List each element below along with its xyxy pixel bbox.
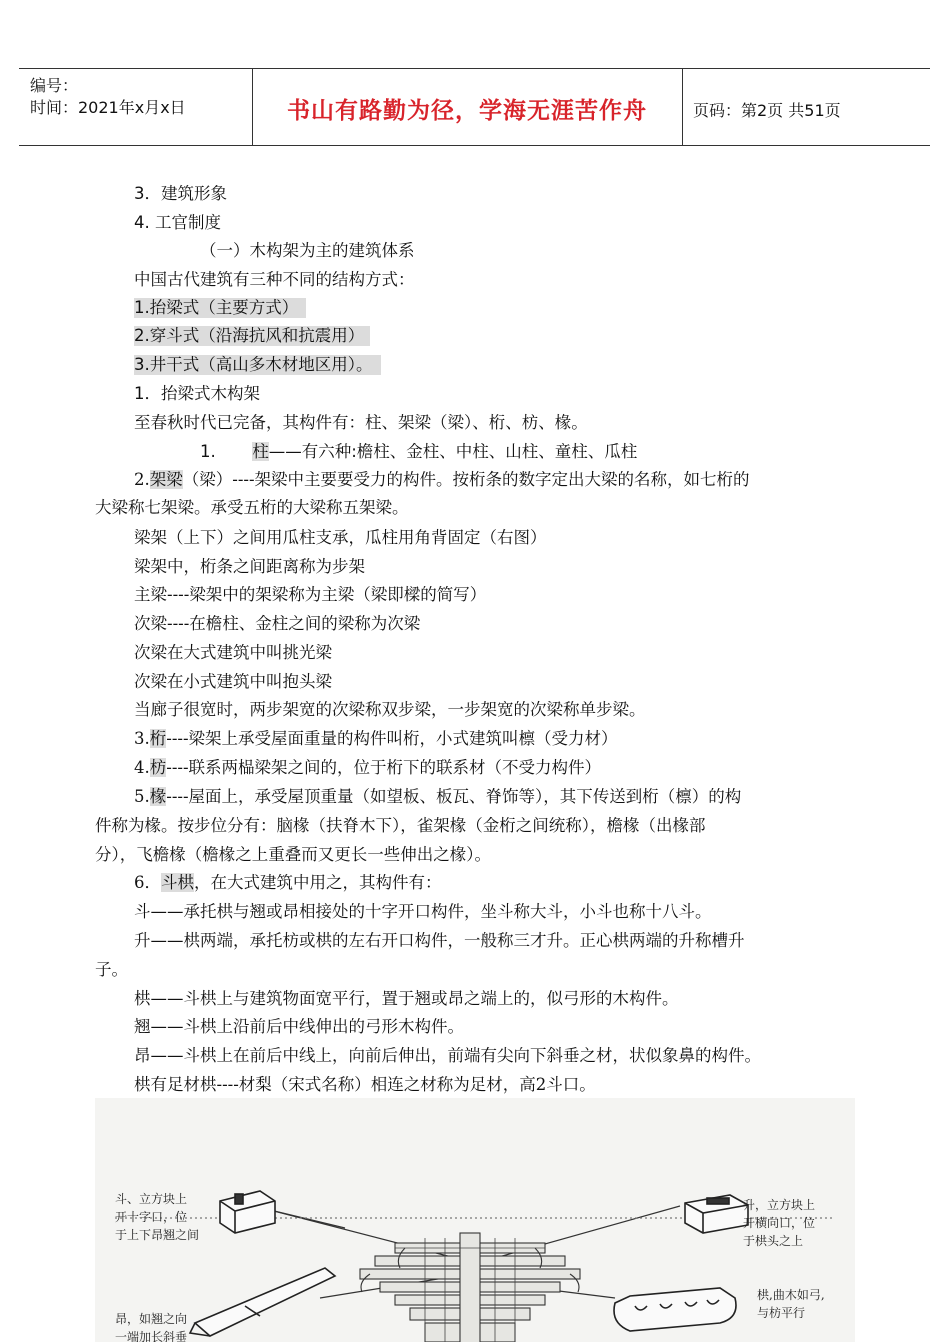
page-info: 页码：第2页 共51页 — [693, 101, 841, 120]
item-purlin-number: 3. — [134, 729, 150, 748]
def-ang: 昂——斗栱上在前后中线上，向前后伸出，前端有尖向下斜垂之材，状似象鼻的构件。 — [134, 1046, 761, 1065]
item-rafter-text: ----屋面上，承受屋顶重量（如望板、板瓦、脊饰等），其下传送到桁（檩）的构 — [166, 787, 742, 806]
para-main-beam: 主梁----梁架中的架梁称为主梁（梁即樑的简写） — [134, 585, 487, 604]
para-secondary-beam: 次梁----在檐柱、金柱之间的梁称为次梁 — [134, 614, 421, 633]
item-purlin — [134, 729, 618, 749]
doc-number-label: 编号： — [30, 76, 79, 95]
header-divider-right — [682, 68, 683, 145]
caption-ang-2: 一端加长斜垂 — [115, 1330, 188, 1342]
item-tie-beam-text: ----联系两榀梁架之间的，位于桁下的联系材（不受力构件） — [166, 758, 602, 777]
caption-sheng-2: 开横向口，位 — [743, 1216, 816, 1230]
para-tiaoguang: 次梁在大式建筑中叫挑光梁 — [134, 643, 332, 662]
term-beam: 架梁 — [149, 470, 183, 489]
caption-ang-1: 昂，如翘之向 — [115, 1312, 188, 1326]
item-tie-beam-number: 4. — [134, 758, 150, 777]
list-item-tailiang: 1.抬梁式（主要方式） — [134, 298, 306, 318]
term-purlin: 桁 — [149, 729, 167, 748]
def-dou: 斗——承托栱与翘或昂相接处的十字开口构件，坐斗称大斗，小斗也称十八斗。 — [134, 902, 712, 921]
term-rafter: 椽 — [149, 787, 167, 806]
term-tie-beam: 枋 — [149, 758, 167, 777]
caption-dou-2: 开十字口，位 — [115, 1210, 188, 1224]
def-sheng: 升——栱两端，承托枋或栱的左右开口构件，一般称三才升。正心栱两端的升称槽升 — [134, 931, 745, 950]
item-column — [200, 442, 637, 462]
item-dougong-text: ，在大式建筑中用之，其构件有： — [194, 873, 442, 892]
item-rafter-number: 5. — [134, 787, 150, 806]
para-three-structures: 中国古代建筑有三种不同的结构方式： — [134, 270, 415, 289]
caption-sheng-1: 升，立方块上 — [743, 1198, 816, 1212]
doc-time-label: 时间：2021年x月x日 — [30, 98, 186, 117]
caption-gong-1: 栱,曲木如弓, — [757, 1288, 825, 1302]
header-motto: 书山有路勤为径，学海无涯苦作舟 — [287, 98, 647, 124]
header-bottom-rule — [19, 145, 930, 146]
item-beam-cont: 大梁称七架梁。承受五桁的大梁称五架梁。 — [95, 498, 409, 517]
caption-gong-2: 与枋平行 — [757, 1306, 806, 1320]
term-column: 柱 — [252, 442, 269, 461]
dougong-illustration — [95, 1098, 855, 1342]
item-column-number: 1. — [200, 442, 216, 461]
caption-sheng-3: 于栱头之上 — [743, 1234, 804, 1248]
para-baotou: 次梁在小式建筑中叫抱头梁 — [134, 672, 332, 691]
term-dougong: 斗栱 — [161, 873, 194, 892]
item-rafter-cont-1: 件称为椽。按步位分有：脑椽（扶脊木下），雀架椽（金桁之间统称），檐椽（出椽部 — [95, 816, 706, 835]
para-melon-column: 梁架（上下）之间用瓜柱支承，瓜柱用角背固定（右图） — [134, 528, 547, 547]
item-beam-number: 2. — [134, 470, 150, 489]
list-item-jinggan: 3.井干式（高山多木材地区用）。 — [134, 355, 381, 375]
dougong-figure — [95, 1098, 855, 1342]
item-beam — [134, 470, 750, 490]
header-top-rule — [19, 68, 930, 69]
def-sheng-cont: 子。 — [95, 960, 128, 979]
item-purlin-text: ----梁架上承受屋面重量的构件叫桁，小式建筑叫檩（受力材） — [166, 729, 618, 748]
heading-official-system: 4. 工官制度 — [134, 213, 221, 232]
list-item-chuandou: 2.穿斗式（沿海抗风和抗震用） — [134, 326, 370, 346]
para-components: 至春秋时代已完备，其构件有：柱、架梁（梁）、桁、枋、椽。 — [134, 413, 588, 432]
item-tie-beam — [134, 758, 601, 778]
def-gong: 栱——斗栱上与建筑物面宽平行，置于翘或昂之端上的，似弓形的木构件。 — [134, 989, 679, 1008]
item-rafter — [134, 787, 741, 807]
heading-tailiang-frame: 1．抬梁式木构架 — [134, 384, 260, 403]
item-rafter-cont-2: 分），飞檐椽（檐椽之上重叠而又更长一些伸出之椽）。 — [95, 845, 491, 864]
para-step-frame: 梁架中，桁条之间距离称为步架 — [134, 557, 365, 576]
para-full-material: 栱有足材栱----材梨（宋式名称）相连之材称为足材，高2斗口。 — [134, 1075, 596, 1094]
item-dougong — [134, 873, 442, 893]
heading-architecture-image: 3．建筑形象 — [134, 184, 227, 203]
section-title-wood-frame: （一）木构架为主的建筑体系 — [200, 241, 415, 260]
para-double-step: 当廊子很宽时，两步架宽的次梁称双步梁，一步架宽的次梁称单步梁。 — [134, 700, 646, 719]
item-beam-text: （梁）----架梁中主要要受力的构件。按桁条的数字定出大梁的名称，如七桁的 — [182, 470, 750, 489]
caption-dou-3: 于上下昂翘之间 — [115, 1228, 200, 1242]
def-qiao: 翘——斗栱上沿前后中线伸出的弓形木构件。 — [134, 1017, 464, 1036]
caption-dou-1: 斗、立方块上 — [115, 1192, 188, 1206]
item-column-text: ——有六种:檐柱、金柱、中柱、山柱、童柱、瓜柱 — [268, 442, 638, 461]
item-dougong-number: 6． — [134, 873, 161, 892]
